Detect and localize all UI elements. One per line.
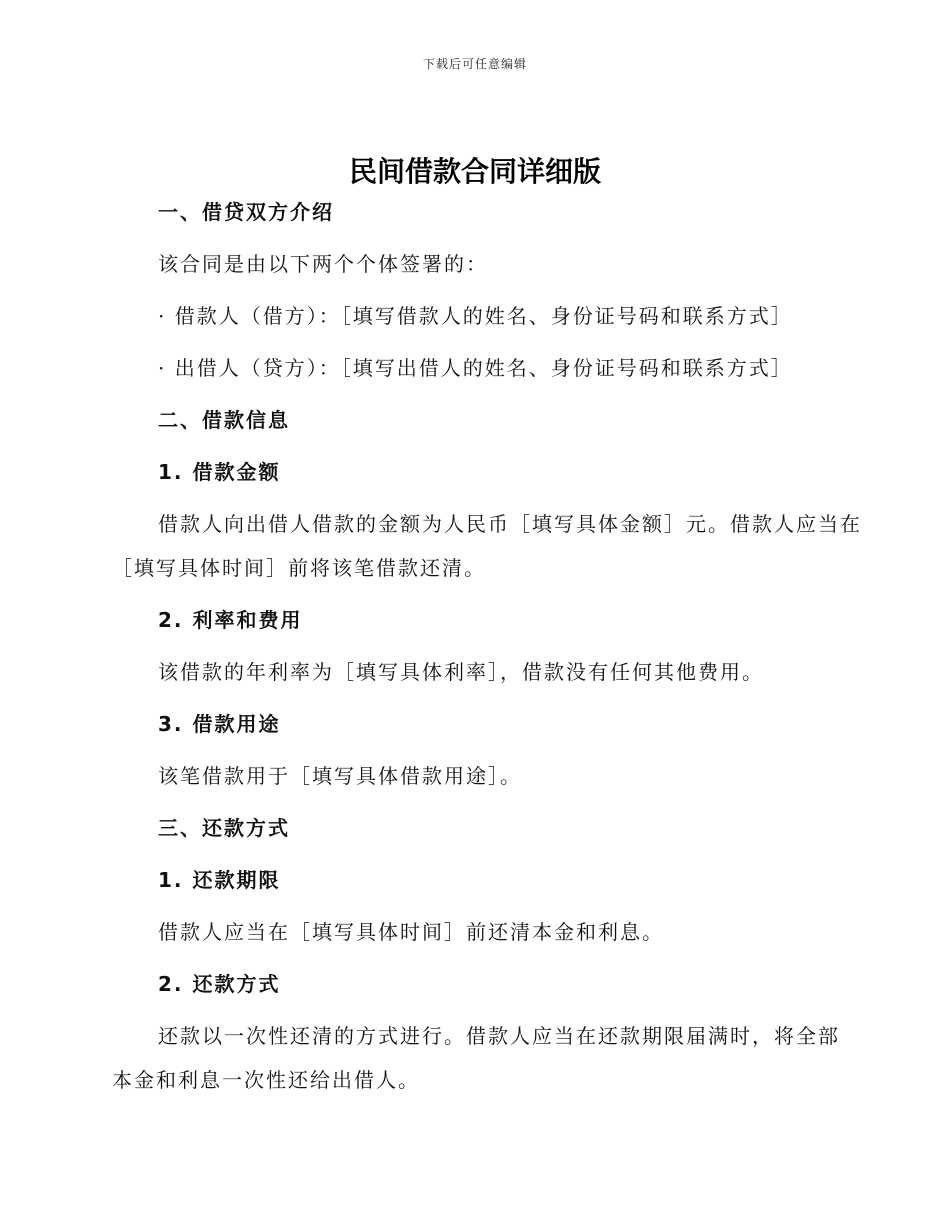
lender-line: · 出借人（贷方）：［填写出借人的姓名、身份证号码和联系方式］	[158, 356, 793, 380]
loan-purpose-text: 该笔借款用于［填写具体借款用途］。	[158, 764, 522, 788]
subheading-repayment-term: 1. 还款期限	[158, 868, 281, 892]
subheading-repayment-method: 2. 还款方式	[158, 972, 281, 996]
repayment-method-text-cont: 本金和利息一次性还给出借人。	[112, 1068, 420, 1092]
document-body	[112, 192, 862, 1100]
repayment-term-text: 借款人应当在［填写具体时间］前还清本金和利息。	[158, 920, 664, 944]
parties-intro: 该合同是由以下两个个体签署的：	[158, 252, 488, 276]
borrower-line: · 借款人（借方）：［填写借款人的姓名、身份证号码和联系方式］	[158, 304, 793, 328]
loan-amount-text-cont: ［填写具体时间］前将该笔借款还清。	[112, 556, 486, 580]
subheading-loan-amount: 1. 借款金额	[158, 460, 281, 484]
section-heading-repayment: 三、还款方式	[158, 816, 290, 840]
subheading-loan-purpose: 3. 借款用途	[158, 712, 281, 736]
section-heading-loan-info: 二、借款信息	[158, 408, 290, 432]
section-heading-parties: 一、借贷双方介绍	[158, 200, 334, 224]
interest-fees-text: 该借款的年利率为［填写具体利率］，借款没有任何其他费用。	[158, 660, 764, 684]
loan-amount-text: 借款人向出借人借款的金额为人民币［填写具体金额］元。借款人应当在	[158, 512, 862, 536]
repayment-method-text: 还款以一次性还清的方式进行。借款人应当在还款期限届满时，将全部	[158, 1024, 840, 1048]
document-title: 民间借款合同详细版	[348, 155, 601, 188]
header-note: 下载后可任意编辑	[422, 57, 527, 71]
subheading-interest-fees: 2. 利率和费用	[158, 608, 303, 632]
